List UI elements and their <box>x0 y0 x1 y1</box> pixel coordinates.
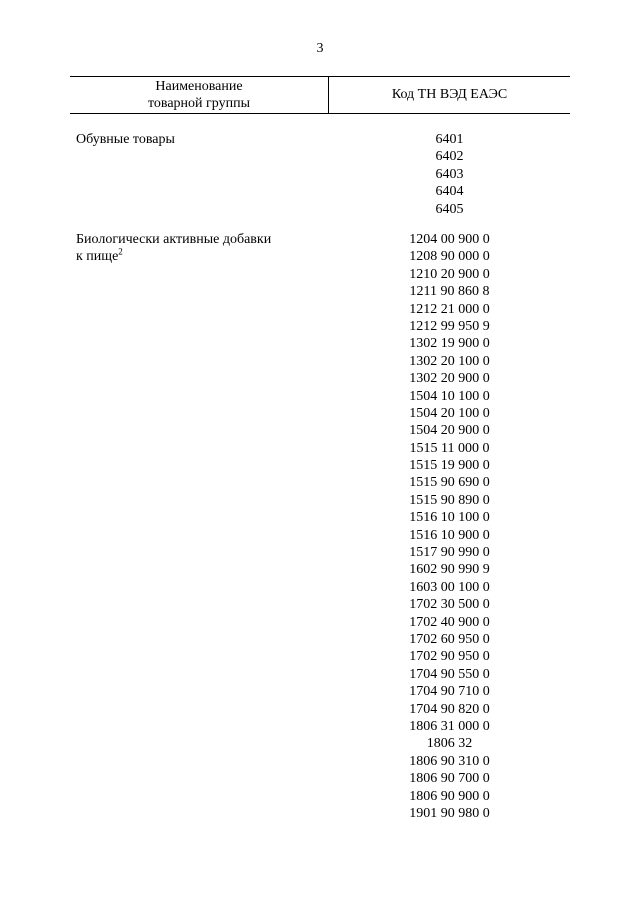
group-name-line1: Обувные товары <box>76 132 175 147</box>
tn-ved-code: 1702 90 950 0 <box>409 649 490 665</box>
page-number: 3 <box>316 41 324 56</box>
tn-ved-code: 1211 90 860 8 <box>409 284 490 300</box>
tn-ved-code: 1702 40 900 0 <box>409 614 490 630</box>
code-list <box>329 131 570 218</box>
group-name-line2 <box>76 248 316 265</box>
tn-ved-code: 1208 90 000 0 <box>409 249 490 265</box>
tn-ved-code: 1603 00 100 0 <box>409 579 490 595</box>
tn-ved-code: 1516 10 100 0 <box>409 510 490 526</box>
tn-ved-code: 6402 <box>435 149 464 165</box>
tn-ved-code: 1212 21 000 0 <box>409 301 490 317</box>
tn-ved-code: 1704 90 710 0 <box>409 684 490 700</box>
group-name-line2-text: к пище <box>76 249 119 264</box>
tn-ved-code: 1515 90 890 0 <box>409 492 490 508</box>
tn-ved-code: 1204 00 900 0 <box>409 232 490 247</box>
tn-ved-code: 1602 90 990 9 <box>409 562 490 578</box>
header-tn-ved-code: Код ТН ВЭД ЕАЭС <box>391 87 508 102</box>
table-top-rule <box>70 76 570 77</box>
tn-ved-code: 1704 90 550 0 <box>409 666 490 682</box>
tn-ved-code: 1901 90 980 0 <box>409 805 490 821</box>
tn-ved-code: 1702 30 500 0 <box>409 597 490 613</box>
tn-ved-code: 1515 19 900 0 <box>409 458 490 474</box>
tn-ved-code: 1702 60 950 0 <box>409 631 490 647</box>
group-name <box>76 231 316 265</box>
tn-ved-code: 1302 19 900 0 <box>409 336 490 352</box>
tn-ved-code: 1302 20 100 0 <box>409 353 490 369</box>
tn-ved-code: 1806 31 000 0 <box>409 718 490 734</box>
group-name-line1: Биологически активные добавки <box>76 232 272 247</box>
header-product-group-line1: Наименование <box>155 79 243 94</box>
tn-ved-code: 1516 10 900 0 <box>409 527 490 543</box>
tn-ved-code: 1517 90 990 0 <box>409 545 490 561</box>
code-list <box>329 231 570 822</box>
tn-ved-code: 1515 90 690 0 <box>409 475 490 491</box>
tn-ved-code: 1806 90 900 0 <box>409 788 490 804</box>
tn-ved-code: 1515 11 000 0 <box>409 440 490 456</box>
tn-ved-code: 1504 20 100 0 <box>409 405 490 421</box>
header-product-group-line2: товарной группы <box>147 96 250 111</box>
tn-ved-code: 6403 <box>435 166 464 182</box>
table-header-bottom-rule <box>70 113 570 114</box>
tn-ved-code: 1210 20 900 0 <box>409 266 490 282</box>
tn-ved-code: 6401 <box>435 132 464 147</box>
tn-ved-code: 1806 32 <box>426 736 473 752</box>
tn-ved-code: 1504 20 900 0 <box>409 423 490 439</box>
group-name <box>76 131 316 148</box>
footnote-marker: 2 <box>118 246 123 257</box>
tn-ved-code: 1806 90 700 0 <box>409 771 490 787</box>
header-product-group <box>70 78 328 112</box>
tn-ved-code: 1504 10 100 0 <box>409 388 490 404</box>
tn-ved-code: 1704 90 820 0 <box>409 701 490 717</box>
tn-ved-code: 1212 99 950 9 <box>409 318 490 334</box>
tn-ved-code: 6405 <box>435 201 464 217</box>
tn-ved-code: 1302 20 900 0 <box>409 371 490 387</box>
tn-ved-code: 1806 90 310 0 <box>409 753 490 769</box>
tn-ved-code: 6404 <box>435 184 464 200</box>
